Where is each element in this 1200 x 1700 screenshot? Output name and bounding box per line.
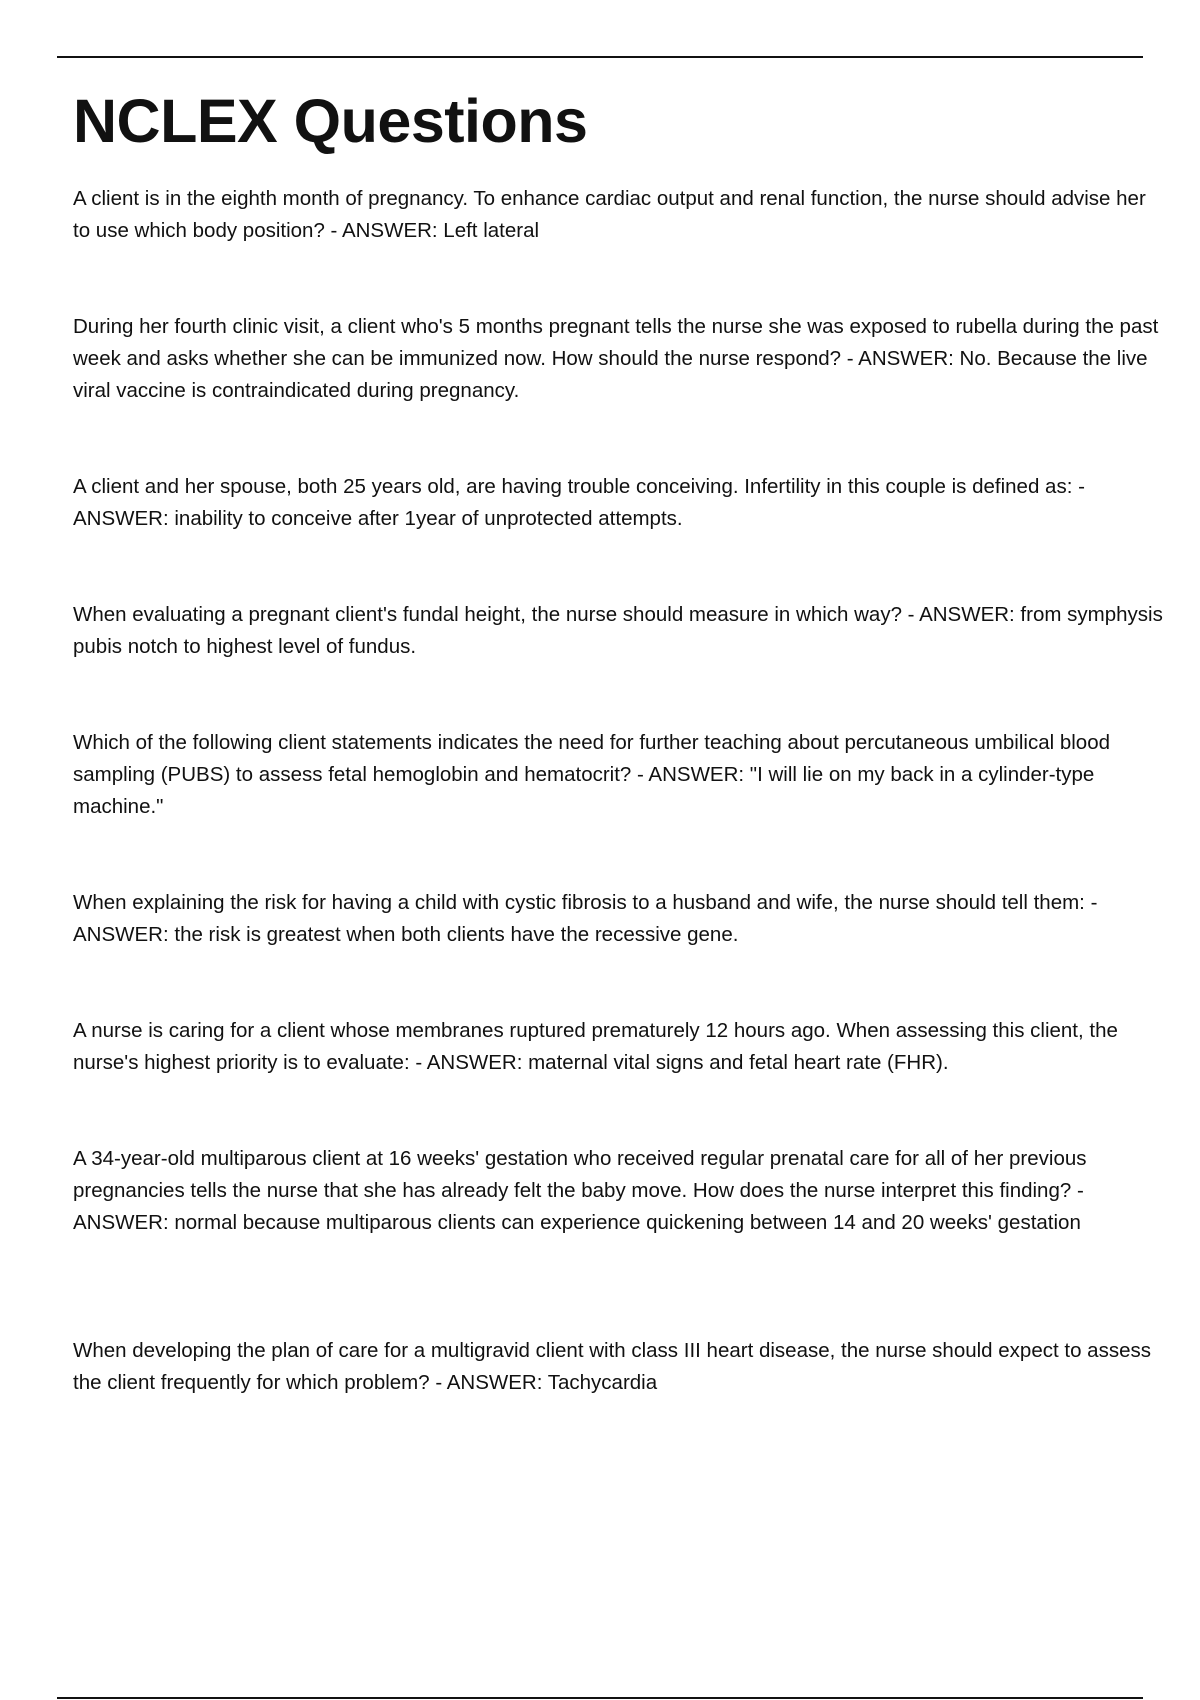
question-answer-item: When evaluating a pregnant client's fundal height, the nurse should measure in which way? - ANSWER: from symphysis pubis notch to highest level of fundus. xyxy=(73,603,1163,658)
question-answer-item: Which of the following client statements indicates the need for further teaching about percutaneous umbilical blood sampling (PUBS) to assess fetal hemoglobin and hematocrit? - ANSWER: "I will lie on my back in a cylinder-type machine." xyxy=(73,731,1111,818)
question-answer-item: During her fourth clinic visit, a client who's 5 months pregnant tells the nurse she was exposed to rubella during the past week and asks whether she can be immunized now. How should the nurse respond? - ANSWER: No. Because the live viral vaccine is contraindicated during pregnancy. xyxy=(73,315,1159,402)
question-answer-item: When developing the plan of care for a multigravid client with class III heart disease, the nurse should expect to assess the client frequently for which problem? - ANSWER: Tachycardia xyxy=(73,1339,1151,1394)
question-answer-item: A client is in the eighth month of pregnancy. To enhance cardiac output and renal function, the nurse should advise her to use which body position? - ANSWER: Left lateral xyxy=(73,187,1146,242)
question-answer-item: When explaining the risk for having a child with cystic fibrosis to a husband and wife, the nurse should tell them: - ANSWER: the risk is greatest when both clients have the recessive gene. xyxy=(73,891,1098,946)
bottom-divider xyxy=(57,1697,1143,1699)
top-divider xyxy=(57,56,1143,58)
page-title: NCLEX Questions xyxy=(73,87,588,155)
document-body xyxy=(73,80,1163,1394)
question-answer-item: A 34-year-old multiparous client at 16 weeks' gestation who received regular prenatal care for all of her previous pregnancies tells the nurse that she has already felt the baby move. How does the nurse interpret this finding? - ANSWER: normal because multiparous clients can experience quickening between 14 and 20 weeks' gestation xyxy=(73,1147,1087,1234)
question-answer-item: A client and her spouse, both 25 years old, are having trouble conceiving. Infertility in this couple is defined as: - ANSWER: inability to conceive after 1year of unprotected attempts. xyxy=(73,475,1085,530)
question-answer-item: A nurse is caring for a client whose membranes ruptured prematurely 12 hours ago. When assessing this client, the nurse's highest priority is to evaluate: - ANSWER: maternal vital signs and fetal heart rate (FHR). xyxy=(73,1019,1118,1074)
